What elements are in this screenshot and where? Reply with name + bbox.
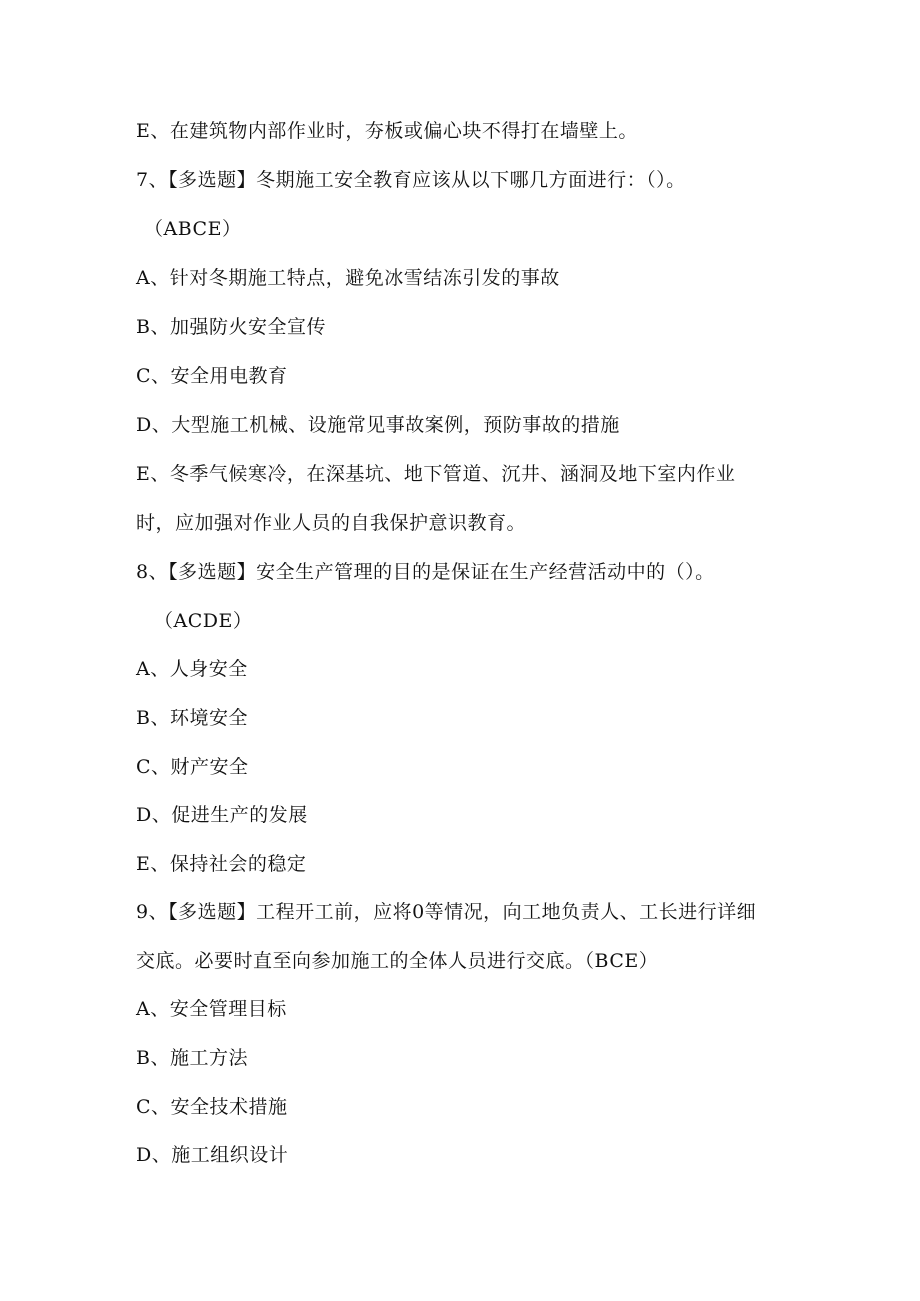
q7-question: 7、【多选题】冬期施工安全教育应该从以下哪几方面进行：（）。	[136, 169, 686, 191]
q9-question-cont: 交底。必要时直至向参加施工的全体人员进行交底。（BCE）	[136, 950, 659, 972]
q9-question: 9、【多选题】工程开工前，应将0等情况，向工地负责人、工长进行详细	[136, 901, 757, 923]
q7-answer: （ABCE）	[144, 218, 242, 240]
q6-option-e: E、在建筑物内部作业时，夯板或偏心块不得打在墙壁上。	[136, 120, 638, 142]
q7-option-d: D、大型施工机械、设施常见事故案例，预防事故的措施	[136, 414, 620, 436]
q8-option-b: B、环境安全	[136, 707, 248, 729]
q8-answer: （ACDE）	[154, 610, 253, 632]
q7-option-c: C、安全用电教育	[136, 365, 288, 387]
q7-option-b: B、加强防火安全宣传	[136, 316, 326, 338]
q9-option-d: D、施工组织设计	[136, 1144, 289, 1166]
q9-option-b: B、施工方法	[136, 1047, 248, 1069]
q8-option-d: D、促进生产的发展	[136, 804, 308, 826]
q8-question: 8、【多选题】安全生产管理的目的是保证在生产经营活动中的（）。	[136, 561, 715, 583]
q9-option-a: A、安全管理目标	[136, 998, 287, 1020]
q8-option-e: E、保持社会的稳定	[136, 853, 307, 875]
q7-option-a: A、针对冬期施工特点，避免冰雪结冻引发的事故	[136, 267, 560, 289]
q7-option-e: E、冬季气候寒冷，在深基坑、地下管道、沉井、涵洞及地下室内作业	[136, 463, 736, 485]
q9-option-c: C、安全技术措施	[136, 1096, 288, 1118]
q8-option-c: C、财产安全	[136, 756, 249, 778]
q8-option-a: A、人身安全	[136, 658, 248, 680]
q7-option-e-cont: 时，应加强对作业人员的自我保护意识教育。	[136, 512, 527, 534]
